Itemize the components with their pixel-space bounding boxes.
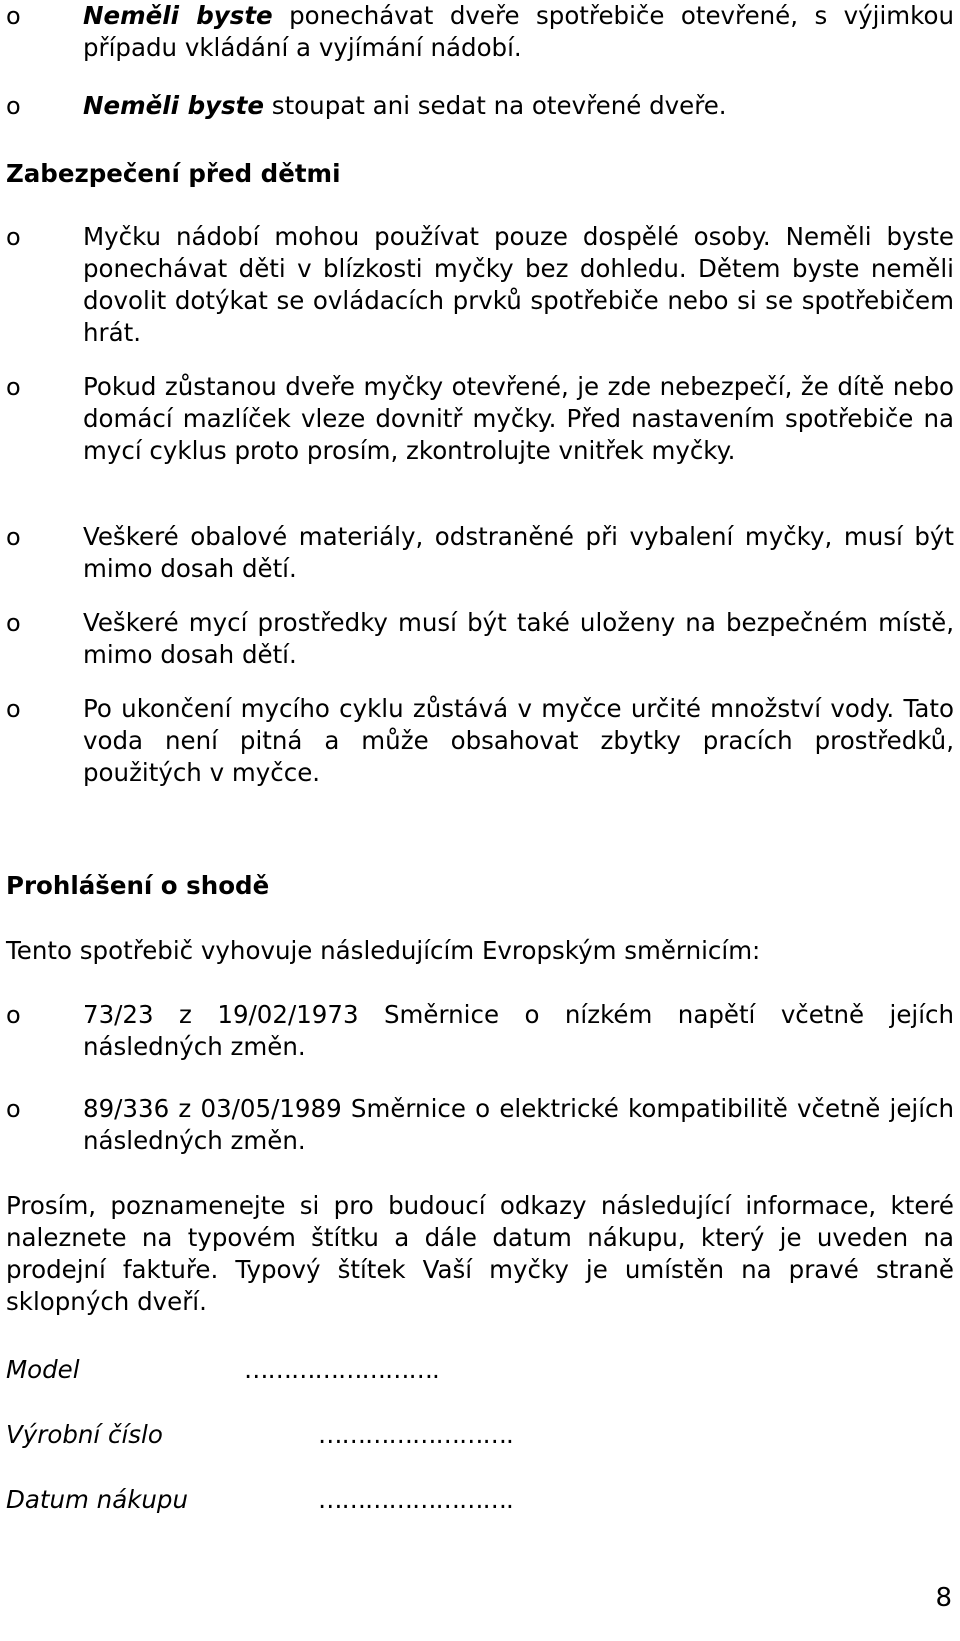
page-number: 8 (935, 1583, 952, 1613)
child-safety-list (6, 221, 954, 789)
model-label: Model (6, 1355, 80, 1384)
model-blank: ……………………. (244, 1355, 439, 1384)
serial-number-field (6, 1419, 954, 1451)
purchase-date-blank: ……………………. (318, 1485, 513, 1514)
list-item (6, 693, 954, 789)
item-text: 73/23 z 19/02/1973 Směrnice o nízkém napětí včetně jejích následných změn. (83, 1000, 954, 1061)
directives-list (6, 999, 954, 1157)
bullet-marker: o (6, 609, 21, 637)
serial-number-label: Výrobní číslo (6, 1420, 163, 1449)
bullet-marker: o (6, 1095, 21, 1123)
model-field (6, 1354, 954, 1386)
door-safety-list (6, 0, 954, 122)
purchase-date-field (6, 1484, 954, 1516)
list-item (6, 0, 954, 84)
item-text: Veškeré obalové materiály, odstraněné při vybalení myčky, musí být mimo dosah dětí. (83, 522, 954, 583)
item-text: Pokud zůstanou dveře myčky otevřené, je zde nebezpečí, že dítě nebo domácí mazlíček vleze dovnitř myčky. Před nastavením spotřebiče na mycí cyklus proto prosím, zkontrolujte vnitřek myčky. (83, 372, 954, 465)
item-text: Veškeré mycí prostředky musí být také uloženy na bezpečném místě, mimo dosah dětí. (83, 608, 954, 669)
item-text: Myčku nádobí mohou používat pouze dospělé osoby. Neměli byste ponechávat děti v blízkosti myčky bez dohledu. Dětem byste neměli dovolit dotýkat se ovládacích prvků spotřebiče nebo si se spotřebičem hrát. (83, 222, 954, 347)
list-item (6, 221, 954, 349)
bullet-marker: o (6, 695, 21, 723)
section-heading-conformity: Prohlášení o shodě (6, 871, 270, 900)
item-text: ponechávat dveře spotřebiče otevřené, s výjimkou případu vkládání a vyjímání nádobí. (83, 1, 954, 62)
conformity-intro: Tento spotřebič vyhovuje následujícím Evropským směrnicím: (6, 936, 761, 965)
bullet-marker: o (6, 223, 21, 251)
item-text: stoupat ani sedat na otevřené dveře. (264, 91, 727, 120)
list-item (6, 371, 954, 499)
rating-plate-note: Prosím, poznamenejte si pro budoucí odkazy následující informace, které naleznete na typovém štítku a dále datum nákupu, který je uveden na prodejní faktuře. Typový štítek Vaší myčky je umístěn na pravé straně sklopných dveří. (6, 1191, 954, 1316)
bullet-marker: o (6, 1001, 21, 1029)
item-text: Po ukončení mycího cyklu zůstává v myčce určité množství vody. Tato voda není pitná a může obsahovat zbytky pracích prostředků, použitých v myčce. (83, 694, 954, 787)
list-item (6, 607, 954, 671)
bullet-marker: o (6, 523, 21, 551)
bullet-marker: o (6, 2, 21, 30)
bullet-marker: o (6, 373, 21, 401)
emphasis-text: Neměli byste (83, 1, 273, 30)
purchase-date-label: Datum nákupu (6, 1485, 189, 1514)
list-item (6, 521, 954, 585)
item-text: 89/336 z 03/05/1989 Směrnice o elektrické kompatibilitě včetně jejích následných změn. (83, 1094, 954, 1155)
list-item (6, 90, 954, 122)
section-heading-child-safety: Zabezpečení před dětmi (6, 159, 341, 188)
emphasis-text: Neměli byste (83, 91, 265, 120)
serial-number-blank: ……………………. (318, 1420, 513, 1449)
bullet-marker: o (6, 92, 21, 120)
list-item (6, 999, 954, 1063)
list-item (6, 1093, 954, 1157)
